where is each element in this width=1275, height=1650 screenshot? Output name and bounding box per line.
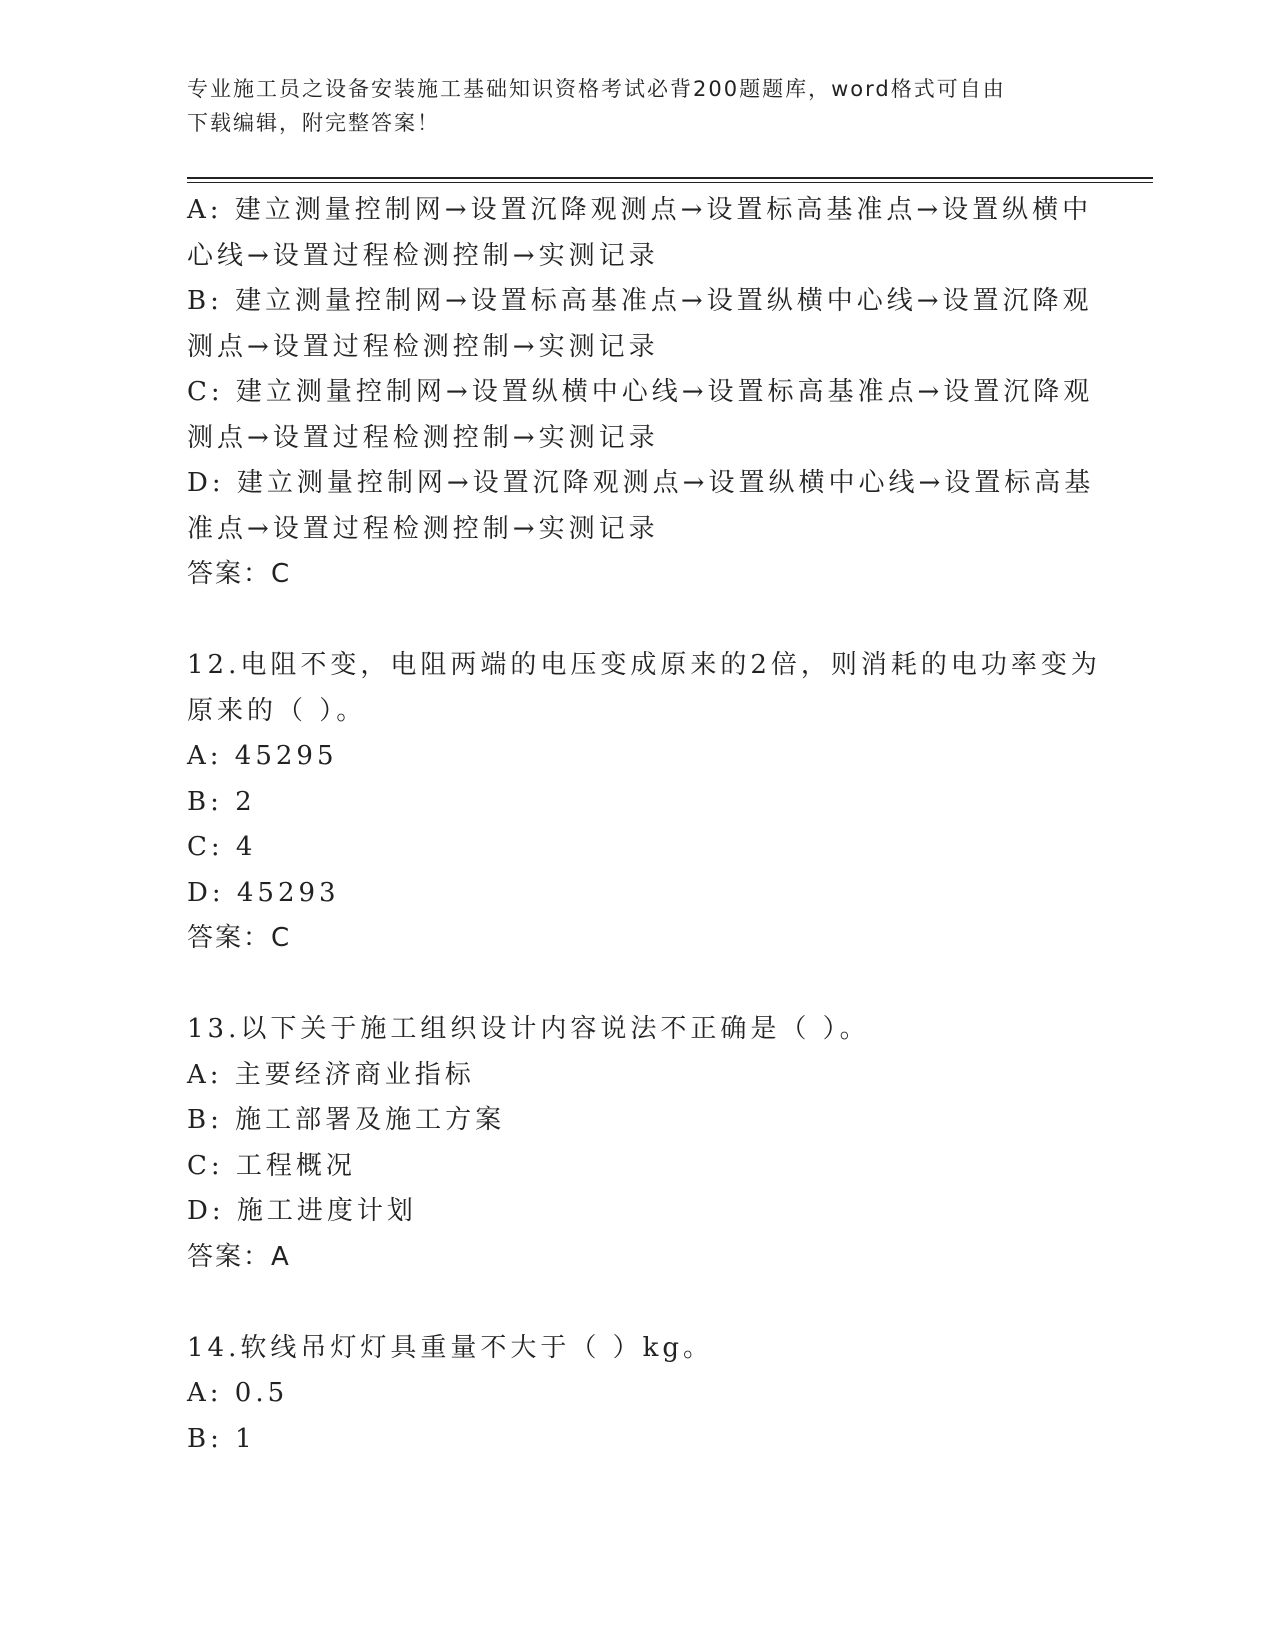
q11-option-a-line-2: 心线→设置过程检测控制→实测记录	[187, 240, 659, 271]
q12-option-a: A: 45295	[187, 741, 338, 771]
q13-stem: 13.以下关于施工组织设计内容说法不正确是（ ）。	[187, 1014, 870, 1044]
question-11	[187, 188, 1095, 598]
q12-answer: 答案：C	[187, 923, 292, 953]
q13-option-b: B: 施工部署及施工方案	[187, 1105, 506, 1135]
q12-stem-line-1: 12.电阻不变，电阻两端的电压变成原来的2倍，则消耗的电功率变为	[187, 650, 1101, 680]
question-14	[187, 1326, 1087, 1463]
q12-option-d: D: 45293	[187, 877, 340, 908]
spacer	[187, 962, 1087, 1008]
q11-option-b-line-2: 测点→设置过程检测控制→实测记录	[187, 331, 659, 362]
q13-answer: 答案：A	[187, 1241, 291, 1272]
q12-stem-line-2: 原来的（ ）。	[187, 695, 367, 726]
q11-option-d-line-1: D: 建立测量控制网→设置沉降观测点→设置纵横中心线→设置标高基	[187, 468, 1095, 498]
spacer	[187, 1280, 1087, 1326]
header-line-1: 专业施工员之设备安装施工基础知识资格考试必背200题题库，word格式可自由	[187, 77, 1006, 101]
spacer	[187, 598, 1087, 644]
q12-option-c: C: 4	[187, 832, 257, 862]
q14-stem: 14.软线吊灯灯具重量不大于（ ）kg。	[187, 1332, 714, 1363]
q14-option-b: B: 1	[187, 1423, 256, 1454]
q13-option-c: C: 工程概况	[187, 1150, 356, 1181]
q11-option-c-line-2: 测点→设置过程检测控制→实测记录	[187, 422, 659, 453]
header-rule-thin	[187, 182, 1153, 183]
q13-option-a: A: 主要经济商业指标	[187, 1059, 475, 1090]
question-13	[187, 1007, 1087, 1280]
q11-option-c-line-1: C: 建立测量控制网→设置纵横中心线→设置标高基准点→设置沉降观	[187, 377, 1094, 407]
q11-option-d-line-2: 准点→设置过程检测控制→实测记录	[187, 513, 659, 544]
q11-answer: 答案：C	[187, 559, 292, 589]
q14-option-a: A: 0.5	[187, 1378, 289, 1408]
q13-option-d: D: 施工进度计划	[187, 1196, 417, 1226]
q12-option-b: B: 2	[187, 786, 256, 817]
document-header	[187, 72, 1067, 140]
header-line-2: 下载编辑，附完整答案！	[187, 111, 440, 135]
q11-option-b-line-1: B: 建立测量控制网→设置标高基准点→设置纵横中心线→设置沉降观	[187, 286, 1093, 316]
question-12	[187, 643, 1101, 962]
header-rule-thick	[187, 177, 1153, 179]
document-body	[187, 188, 1101, 1462]
q11-option-a-line-1: A: 建立测量控制网→设置沉降观测点→设置标高基准点→设置纵横中	[187, 195, 1093, 225]
